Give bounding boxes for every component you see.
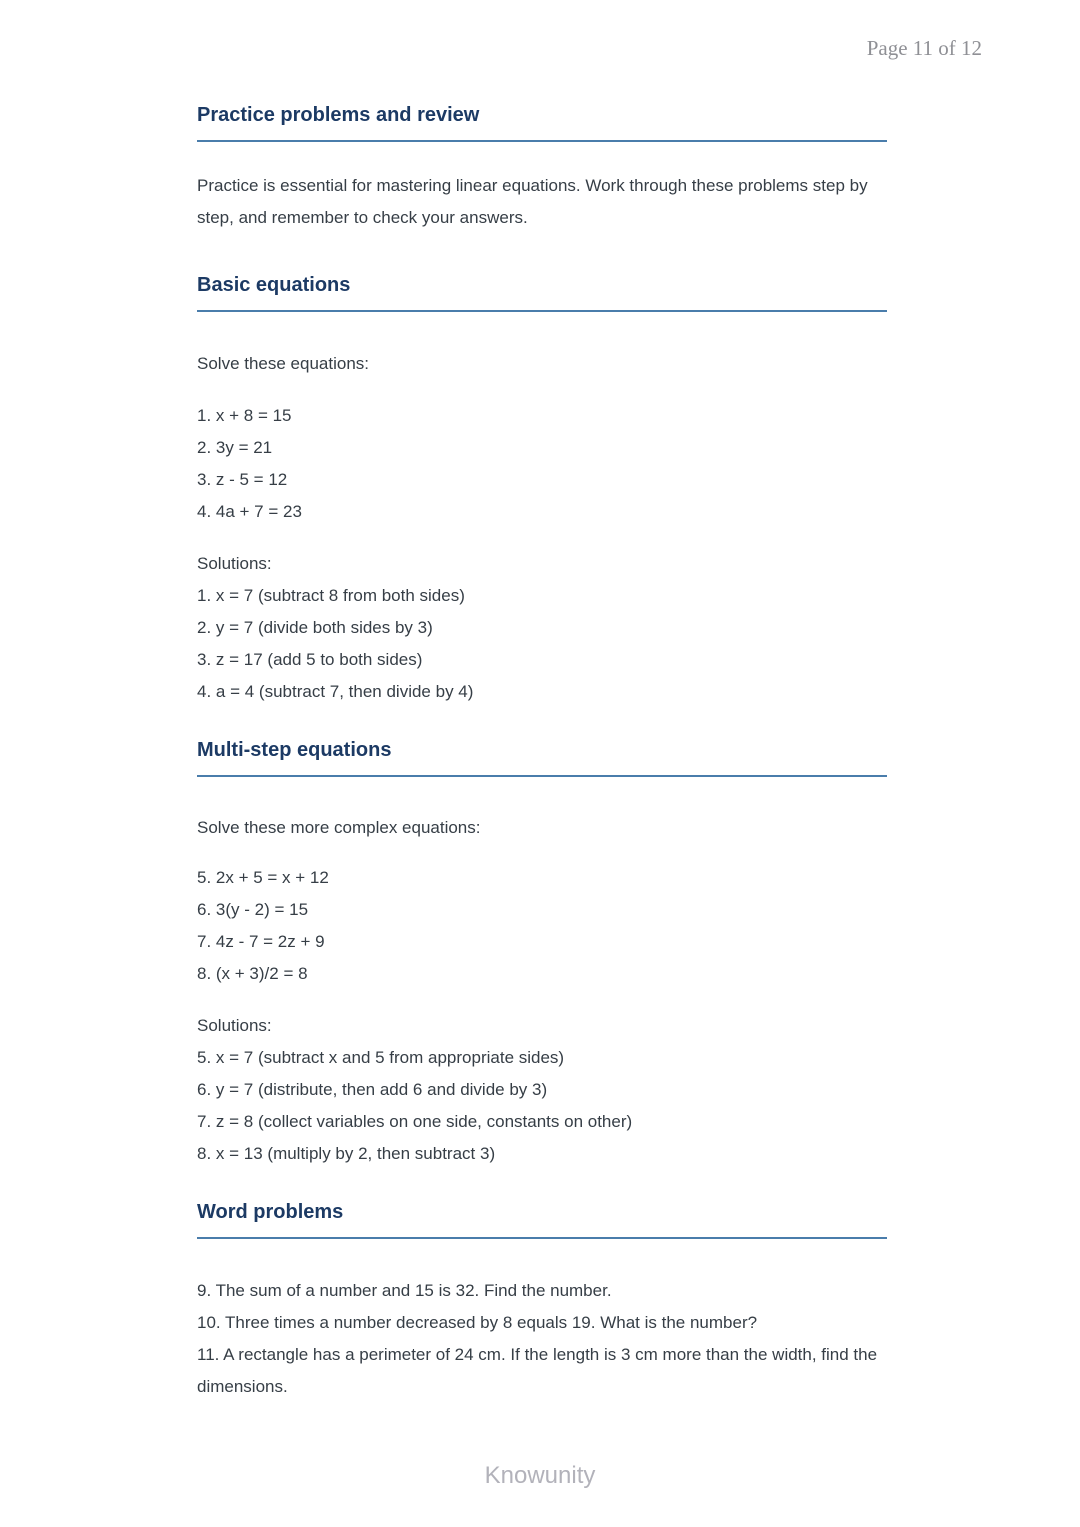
problem-list-word-problems bbox=[197, 1275, 887, 1403]
solution-line: 1. x = 7 (subtract 8 from both sides) bbox=[197, 586, 465, 605]
solution-line: 4. a = 4 (subtract 7, then divide by 4) bbox=[197, 682, 474, 701]
solution-line: 7. z = 8 (collect variables on one side, constants on other) bbox=[197, 1112, 633, 1131]
solutions-block-multi-step bbox=[197, 1010, 887, 1170]
solutions-label: Solutions: bbox=[197, 554, 272, 573]
solution-line: 3. z = 17 (add 5 to both sides) bbox=[197, 650, 423, 669]
problem-list-multi-step bbox=[197, 862, 887, 990]
solution-line: 6. y = 7 (distribute, then add 6 and divide by 3) bbox=[197, 1080, 548, 1099]
section-heading-multi-step-equations: Multi-step equations bbox=[197, 738, 887, 777]
problem-line: 5. 2x + 5 = x + 12 bbox=[197, 868, 329, 887]
section-heading-basic-equations: Basic equations bbox=[197, 273, 887, 312]
section-lead-multi-step: Solve these more complex equations: bbox=[197, 818, 481, 837]
solution-line: 8. x = 13 (multiply by 2, then subtract 3) bbox=[197, 1144, 496, 1163]
section-lead-basic: Solve these equations: bbox=[197, 354, 370, 373]
solution-line: 2. y = 7 (divide both sides by 3) bbox=[197, 618, 433, 637]
intro-paragraph: Practice is essential for mastering linear equations. Work through these problems step by step, and remember to check your answers. bbox=[197, 176, 868, 227]
doc-title: Practice problems and review bbox=[197, 103, 887, 142]
problem-line: 2. 3y = 21 bbox=[197, 438, 273, 457]
solution-line: 5. x = 7 (subtract x and 5 from appropriate sides) bbox=[197, 1048, 565, 1067]
page-number: Page 11 of 12 bbox=[866, 36, 982, 60]
problem-list-basic bbox=[197, 400, 887, 528]
problem-line: 9. The sum of a number and 15 is 32. Find the number. bbox=[197, 1281, 612, 1300]
problem-line: 1. x + 8 = 15 bbox=[197, 406, 292, 425]
problem-line: 8. (x + 3)/2 = 8 bbox=[197, 964, 308, 983]
problem-line: 11. A rectangle has a perimeter of 24 cm. If the length is 3 cm more than the width, find the dimensions. bbox=[197, 1345, 878, 1396]
problem-line: 4. 4a + 7 = 23 bbox=[197, 502, 302, 521]
problem-line: 6. 3(y - 2) = 15 bbox=[197, 900, 309, 919]
section-heading-word-problems: Word problems bbox=[197, 1200, 887, 1239]
page-content bbox=[197, 0, 887, 1403]
footer-brand: Knowunity bbox=[484, 1462, 596, 1489]
problem-line: 7. 4z - 7 = 2z + 9 bbox=[197, 932, 325, 951]
problem-line: 3. z - 5 = 12 bbox=[197, 470, 288, 489]
solutions-label: Solutions: bbox=[197, 1016, 272, 1035]
solutions-block-basic bbox=[197, 548, 887, 708]
problem-line: 10. Three times a number decreased by 8 equals 19. What is the number? bbox=[197, 1313, 758, 1332]
